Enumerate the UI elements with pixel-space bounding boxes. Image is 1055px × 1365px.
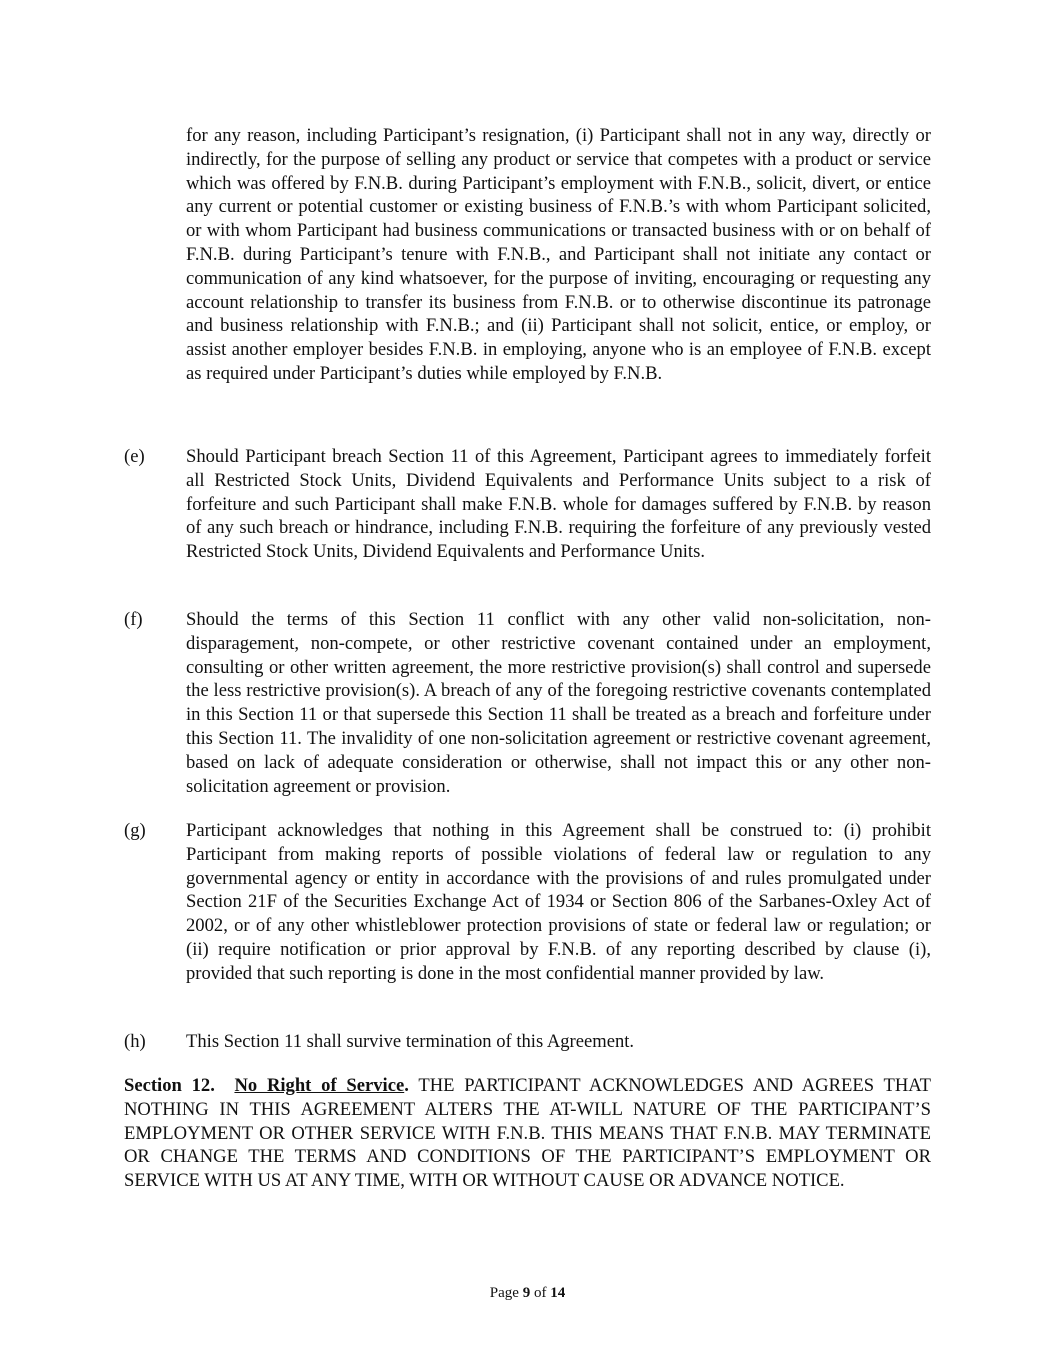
- footer-page-number: 9: [522, 1285, 531, 1301]
- footer-page-word: Page: [489, 1285, 519, 1301]
- item-f-label: (f): [124, 609, 143, 630]
- item-g-text: Participant acknowledges that nothing in this Agreement shall be construed to: (i) prohibit Participant from making reports of possible violations of federal law or regulation to any governmental agency or entity in accordance with the provisions of and rules promulgated under Section 21F of the Securities Exchange Act of 1934 or Section 806 of the Sarbanes-Oxley Act of 2002, or of any other whistleblower protection provisions of state or federal law or regulation; or (ii) require notification or prior approval by F.N.B. of any reporting described by clause (i), provided that such reporting is done in the most confidential manner provided by law.: [186, 820, 931, 984]
- section-12-title: No Right of Service: [234, 1075, 405, 1096]
- section-12-text: THE PARTICIPANT ACKNOWLEDGES AND AGREES THAT NOTHING IN THIS AGREEMENT ALTERS THE AT-WILL NATURE OF THE PARTICIPANT’S EMPLOYMENT OR OTHER SERVICE WITH F.N.B. THIS MEANS THAT F.N.B. MAY TERMINATE OR CHANGE THE TERMS AND CONDITIONS OF THE PARTICIPANT’S EMPLOYMENT OR SERVICE WITH US AT ANY TIME, WITH OR WITHOUT CAUSE OR ADVANCE NOTICE.: [124, 1075, 932, 1192]
- item-h-label: (h): [124, 1031, 146, 1052]
- footer-total-pages: 14: [550, 1285, 566, 1301]
- section-12-paragraph: [124, 1074, 931, 1193]
- item-h-text: This Section 11 shall survive termination of this Agreement.: [186, 1031, 635, 1052]
- section-12-title-period: .: [404, 1075, 409, 1096]
- item-f-text: Should the terms of this Section 11 conflict with any other valid non-solicitation, non-disparagement, non-compete, or other restrictive covenant contained under an employment, consulting or other written agreement, the more restrictive provision(s) shall control and supersede the less restrictive provision(s). A breach of any of the foregoing restrictive covenants contemplated in this Section 11 or that supersede this Section 11 shall be treated as a breach and forfeiture under this Section 11. The invalidity of one non-solicitation agreement or restrictive covenant agreement, based on lack of adequate consideration or otherwise, shall not impact this or any other non-solicitation agreement or provision.: [186, 609, 931, 797]
- section-12-number: Section 12.: [124, 1075, 215, 1096]
- footer-of-word: of: [533, 1285, 547, 1301]
- item-e-label: (e): [124, 446, 145, 467]
- page-footer: [0, 1284, 1055, 1302]
- continuation-paragraph: for any reason, including Participant’s resignation, (i) Participant shall not in any way, directly or indirectly, for the purpose of selling any product or service that competes with a product or service which was offered by F.N.B. during Participant’s employment with F.N.B., solicit, divert, or entice any current or potential customer or existing business of F.N.B.’s with whom Participant solicited, or with whom Participant had business communications or transacted business with or on behalf of F.N.B. during Participant’s tenure with F.N.B., and Participant shall not initiate any contact or communication of any kind whatsoever, for the purpose of inviting, encouraging or requesting any account relationship to transfer its business from F.N.B. or to otherwise discontinue its patronage and business relationship with F.N.B.; and (ii) Participant shall not solicit, entice, or employ, or assist another employer besides F.N.B. in employing, anyone who is an employee of F.N.B. except as required under Participant’s duties while employed by F.N.B.: [186, 125, 931, 384]
- item-g-label: (g): [124, 820, 146, 841]
- item-e-text: Should Participant breach Section 11 of this Agreement, Participant agrees to immediately forfeit all Restricted Stock Units, Dividend Equivalents and Performance Units subject to a risk of forfeiture and such Participant shall make F.N.B. whole for damages suffered by F.N.B. by reason of any such breach or hindrance, including F.N.B. requiring the forfeiture of any previously vested Restricted Stock Units, Dividend Equivalents and Performance Units.: [186, 446, 931, 563]
